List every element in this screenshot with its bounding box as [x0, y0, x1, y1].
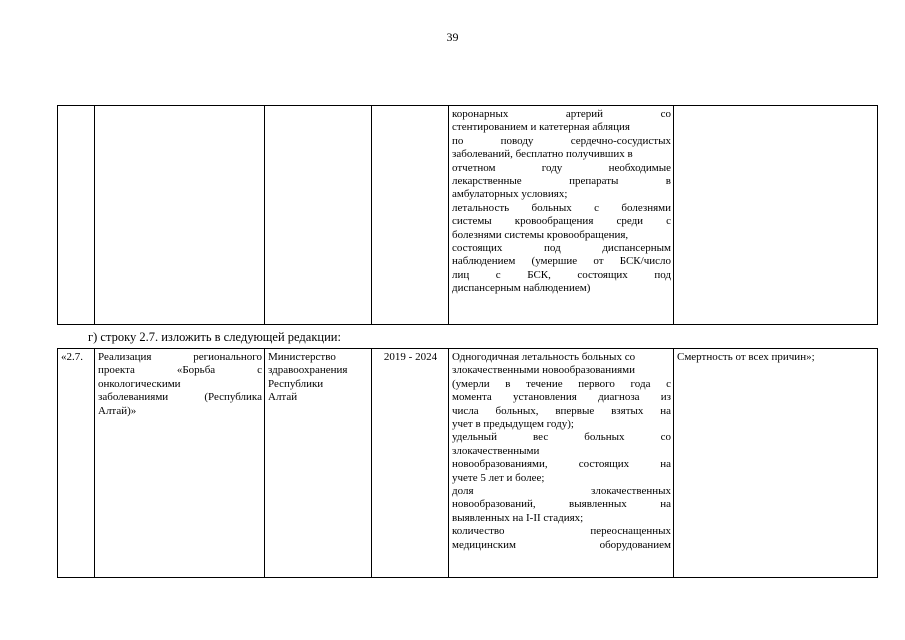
text-line: диспансерным наблюдением) — [452, 282, 591, 295]
text-line: медицинским оборудованием — [452, 538, 671, 551]
text-line: проекта «Борьба с — [98, 364, 262, 377]
text-line: числа больных, впервые взятых на — [452, 404, 671, 417]
cell-result: Смертность от всех причин»; — [674, 349, 878, 578]
cell-executor — [265, 349, 372, 578]
text-line: новообразованиями, состоящих на — [452, 458, 671, 471]
text-line: выявленных на I-II стадиях; — [452, 511, 584, 524]
cell-indicators — [449, 349, 674, 578]
text-line: момента установления диагноза из — [452, 391, 671, 404]
text-line: состоящих под диспансерным — [452, 242, 671, 255]
text-line: злокачественными новообразованиями — [452, 364, 635, 377]
cell-period: 2019 - 2024 — [372, 349, 449, 578]
text-line: коронарных артерий со — [452, 108, 671, 120]
text-line: заболеваниями (Республика — [98, 391, 262, 404]
table-row-2-7 — [57, 348, 878, 578]
text-line: Алтай)» — [98, 404, 137, 417]
text-line: онкологическими — [98, 377, 181, 390]
text-line: болезнями системы кровообращения, — [452, 228, 629, 241]
text-line: злокачественными — [452, 444, 540, 457]
text-line: заболеваний, бесплатно получивших в — [452, 148, 633, 161]
text-line: системы кровообращения среди с — [452, 215, 671, 228]
cell-number — [58, 106, 95, 325]
text-line: здравоохранения — [268, 364, 348, 377]
cell-name — [95, 349, 265, 578]
cell-result — [674, 106, 878, 325]
text-line: удельный вес больных со — [452, 431, 671, 444]
cell-number: «2.7. — [58, 349, 95, 578]
text-line: лиц с БСК, состоящих под — [452, 268, 671, 281]
cell-indicators — [449, 106, 674, 325]
text-line: наблюдением (умершие от БСК/число — [452, 255, 671, 268]
text-line: Реализация регионального — [98, 351, 262, 363]
cell-period — [372, 106, 449, 325]
text-line: учет в предыдущем году); — [452, 418, 574, 431]
text-line: Республики — [268, 377, 324, 390]
text-line: Одногодичная летальность больных со — [452, 351, 636, 363]
cell-name — [95, 106, 265, 325]
text-line: Министерство — [268, 351, 336, 363]
table-row — [58, 349, 878, 578]
text-line: доля злокачественных — [452, 485, 671, 498]
page-number: 39 — [446, 30, 459, 44]
text-line: Алтай — [268, 391, 298, 404]
table-continuation — [57, 105, 878, 325]
text-line: по поводу сердечно-сосудистых — [452, 134, 671, 147]
text-line: стентированием и катетерная абляция — [452, 121, 630, 134]
text-line: учете 5 лет и более; — [452, 471, 545, 484]
instruction-text: г) строку 2.7. изложить в следующей редакции: — [88, 330, 341, 344]
table-row — [58, 106, 878, 325]
text-line: (умерли в течение первого года с — [452, 377, 671, 390]
text-line: количество переоснащенных — [452, 525, 671, 538]
text-line: летальность больных с болезнями — [452, 201, 671, 214]
text-line: новообразований, выявленных на — [452, 498, 671, 511]
text-line: лекарственные препараты в — [452, 175, 671, 188]
text-line: амбулаторных условиях; — [452, 188, 568, 201]
text-line: отчетном году необходимые — [452, 161, 671, 174]
cell-executor — [265, 106, 372, 325]
